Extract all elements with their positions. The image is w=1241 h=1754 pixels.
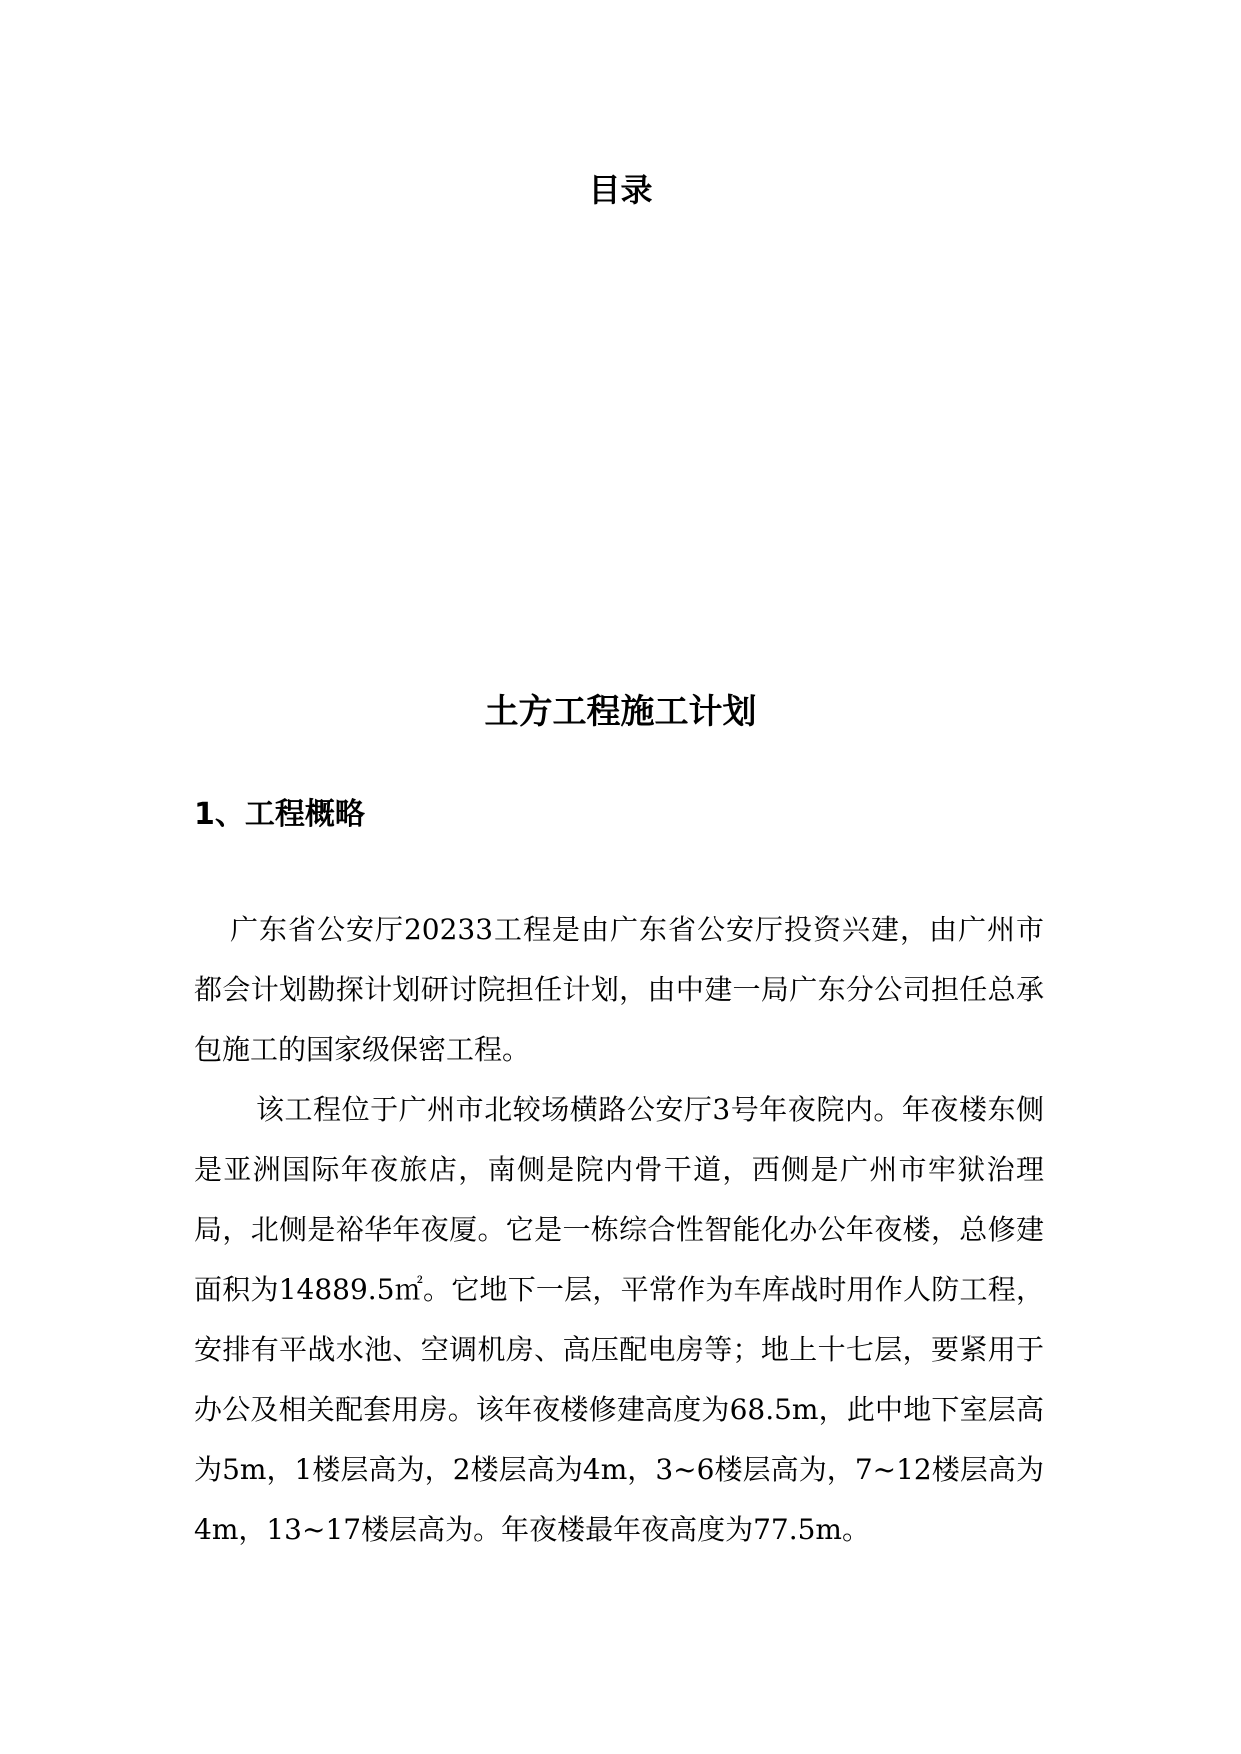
paragraph: 该工程位于广州市北较场横路公安厅3号年夜院内。年夜楼东侧是亚洲国际年夜旅店，南侧是院内骨干道，西侧是广州市牢狱治理局，北侧是裕华年夜厦。它是一栋综合性智能化办公年夜楼，总修建面积为14889.5㎡。它地下一层，平常作为车库战时用作人防工程，安排有平战水池、空调机房、高压配电房等；地上十七层，要紧用于办公及相关配套用房。该年夜楼修建高度为68.5m，此中地下室层高为5m，1楼层高为，2楼层高为4m，3~6楼层高为，7~12楼层高为4m，13~17楼层高为。年夜楼最年夜高度为77.5m。 xyxy=(194,1093,1044,1546)
paragraph: 广东省公安厅20233工程是由广东省公安厅投资兴建，由广州市都会计划勘探计划研讨院担任计划，由中建一局广东分公司担任总承包施工的国家级保密工程。 xyxy=(194,913,1044,1066)
toc-title: 目录 xyxy=(588,171,653,209)
section-body xyxy=(194,900,1044,1560)
section-heading: 1、工程概略 xyxy=(194,797,365,832)
document-title: 土方工程施工计划 xyxy=(484,692,757,732)
